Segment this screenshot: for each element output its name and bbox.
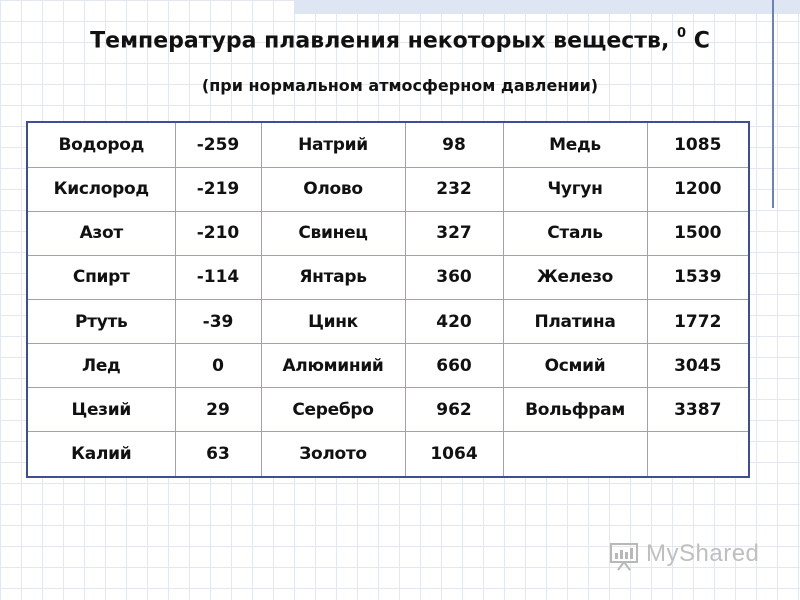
table-row	[27, 388, 749, 432]
substance-name-cell: Цинк	[261, 299, 405, 343]
myshared-watermark	[608, 536, 768, 572]
melting-temperature-cell: 1500	[647, 211, 749, 255]
melting-temperature-cell: 1772	[647, 299, 749, 343]
melting-point-table-body	[27, 122, 749, 477]
substance-name-cell: Водород	[27, 122, 175, 167]
substance-name-cell: Медь	[503, 122, 647, 167]
decorative-top-bar	[294, 0, 800, 14]
substance-name-cell: Осмий	[503, 344, 647, 388]
table-row	[27, 344, 749, 388]
melting-temperature-cell: 232	[405, 167, 503, 211]
substance-name-cell: Янтарь	[261, 255, 405, 299]
melting-temperature-cell: -39	[175, 299, 261, 343]
melting-temperature-cell: 1539	[647, 255, 749, 299]
title-degree-superscript: 0	[676, 26, 687, 41]
substance-name-cell: Натрий	[261, 122, 405, 167]
substance-name-cell: Свинец	[261, 211, 405, 255]
table-row	[27, 432, 749, 477]
substance-name-cell: Серебро	[261, 388, 405, 432]
melting-temperature-cell: 420	[405, 299, 503, 343]
page-title	[0, 28, 800, 53]
melting-temperature-cell	[647, 432, 749, 477]
substance-name-cell: Сталь	[503, 211, 647, 255]
substance-name-cell: Вольфрам	[503, 388, 647, 432]
substance-name-cell: Ртуть	[27, 299, 175, 343]
melting-temperature-cell: 3045	[647, 344, 749, 388]
watermark-text: MyShared	[646, 540, 760, 567]
melting-temperature-cell: -114	[175, 255, 261, 299]
melting-temperature-cell: 962	[405, 388, 503, 432]
substance-name-cell: Цезий	[27, 388, 175, 432]
title-unit: С	[693, 28, 710, 54]
substance-name-cell: Чугун	[503, 167, 647, 211]
table-row	[27, 167, 749, 211]
substance-name-cell: Лед	[27, 344, 175, 388]
melting-temperature-cell: 3387	[647, 388, 749, 432]
melting-temperature-cell: 1085	[647, 122, 749, 167]
presentation-board-icon	[608, 540, 640, 572]
substance-name-cell: Золото	[261, 432, 405, 477]
melting-temperature-cell: 660	[405, 344, 503, 388]
page-subtitle: (при нормальном атмосферном давлении)	[201, 76, 599, 95]
substance-name-cell: Олово	[261, 167, 405, 211]
melting-temperature-cell: -259	[175, 122, 261, 167]
substance-name-cell: Азот	[27, 211, 175, 255]
substance-name-cell: Платина	[503, 299, 647, 343]
substance-name-cell	[503, 432, 647, 477]
table-row	[27, 255, 749, 299]
melting-point-table	[26, 121, 750, 478]
melting-temperature-cell: 1064	[405, 432, 503, 477]
melting-temperature-cell: 0	[175, 344, 261, 388]
melting-temperature-cell: 1200	[647, 167, 749, 211]
substance-name-cell: Спирт	[27, 255, 175, 299]
substance-name-cell: Кислород	[27, 167, 175, 211]
substance-name-cell: Железо	[503, 255, 647, 299]
melting-temperature-cell: 63	[175, 432, 261, 477]
substance-name-cell: Калий	[27, 432, 175, 477]
table-row	[27, 122, 749, 167]
melting-temperature-cell: -219	[175, 167, 261, 211]
table-row	[27, 299, 749, 343]
melting-temperature-cell: 360	[405, 255, 503, 299]
table-row	[27, 211, 749, 255]
melting-temperature-cell: 29	[175, 388, 261, 432]
melting-temperature-cell: 327	[405, 211, 503, 255]
melting-temperature-cell: -210	[175, 211, 261, 255]
melting-temperature-cell: 98	[405, 122, 503, 167]
title-text: Температура плавления некоторых веществ,	[90, 28, 670, 54]
substance-name-cell: Алюминий	[261, 344, 405, 388]
